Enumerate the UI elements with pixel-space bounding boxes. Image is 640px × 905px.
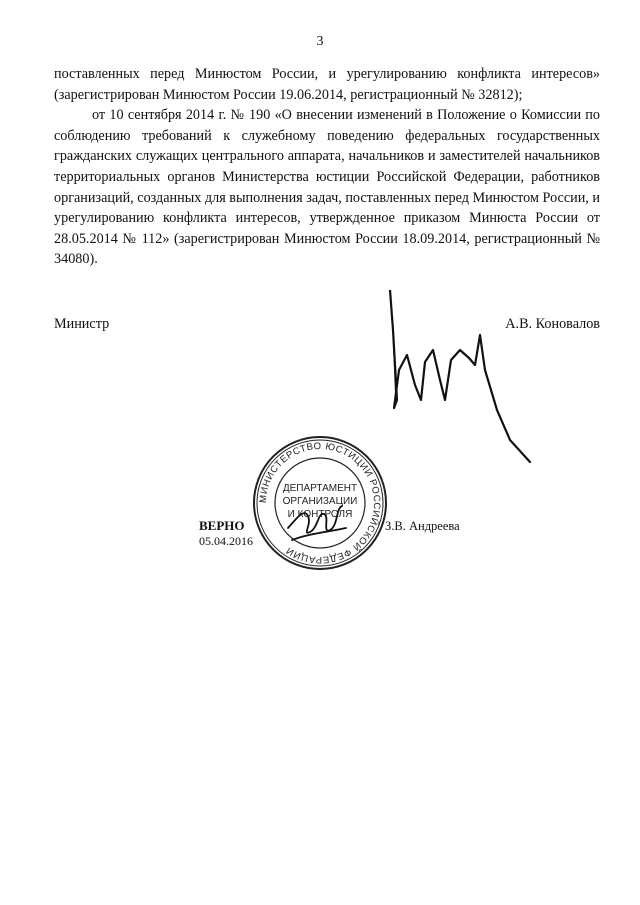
minister-name: А.В. Коновалов [505, 316, 600, 332]
stamp-line-1: ДЕПАРТАМЕНТ [282, 483, 358, 494]
minister-title: Министр [54, 316, 110, 332]
paragraph-amendment: от 10 сентября 2014 г. № 190 «О внесении изменений в Положение о Комиссии по соблюдению требований к служебному поведению федеральных государственных гражданских служащих центрального аппарата, начальников и заместителей начальников территориальных органов Министерства юстиции Российской Федерации, работников организаций, созданных для выполнения задач, поставленных перед Минюстом России, и урегулированию конфликта интересов, утвержденное приказом Минюста России от 28.05.2014 № 112» (зарегистрирован Минюстом России 18.09.2014, регистрационный № 34080). [54, 107, 600, 268]
document-body [54, 64, 600, 270]
certifier-name: З.В. Андреева [385, 519, 460, 533]
certification-label: ВЕРНО [199, 518, 245, 533]
handwritten-signature [385, 290, 545, 470]
stamp-line-2: ОРГАНИЗАЦИИ [282, 496, 358, 507]
paragraph-continuation: поставленных перед Минюстом России, и урегулированию конфликта интересов» (зарегистрирован Минюстом России 19.06.2014, регистрационный № 32812); [54, 66, 600, 103]
certification-date: 05.04.2016 [199, 534, 253, 548]
stamp-ring-textpath: МИНИСТЕРСТВО ЮСТИЦИИ РОССИЙСКОЙ ФЕДЕРАЦИИ [257, 440, 383, 566]
page-number: 3 [316, 34, 324, 49]
stamp-line-3: И КОНТРОЛЯ [287, 509, 353, 520]
certifier-signature [282, 488, 352, 548]
